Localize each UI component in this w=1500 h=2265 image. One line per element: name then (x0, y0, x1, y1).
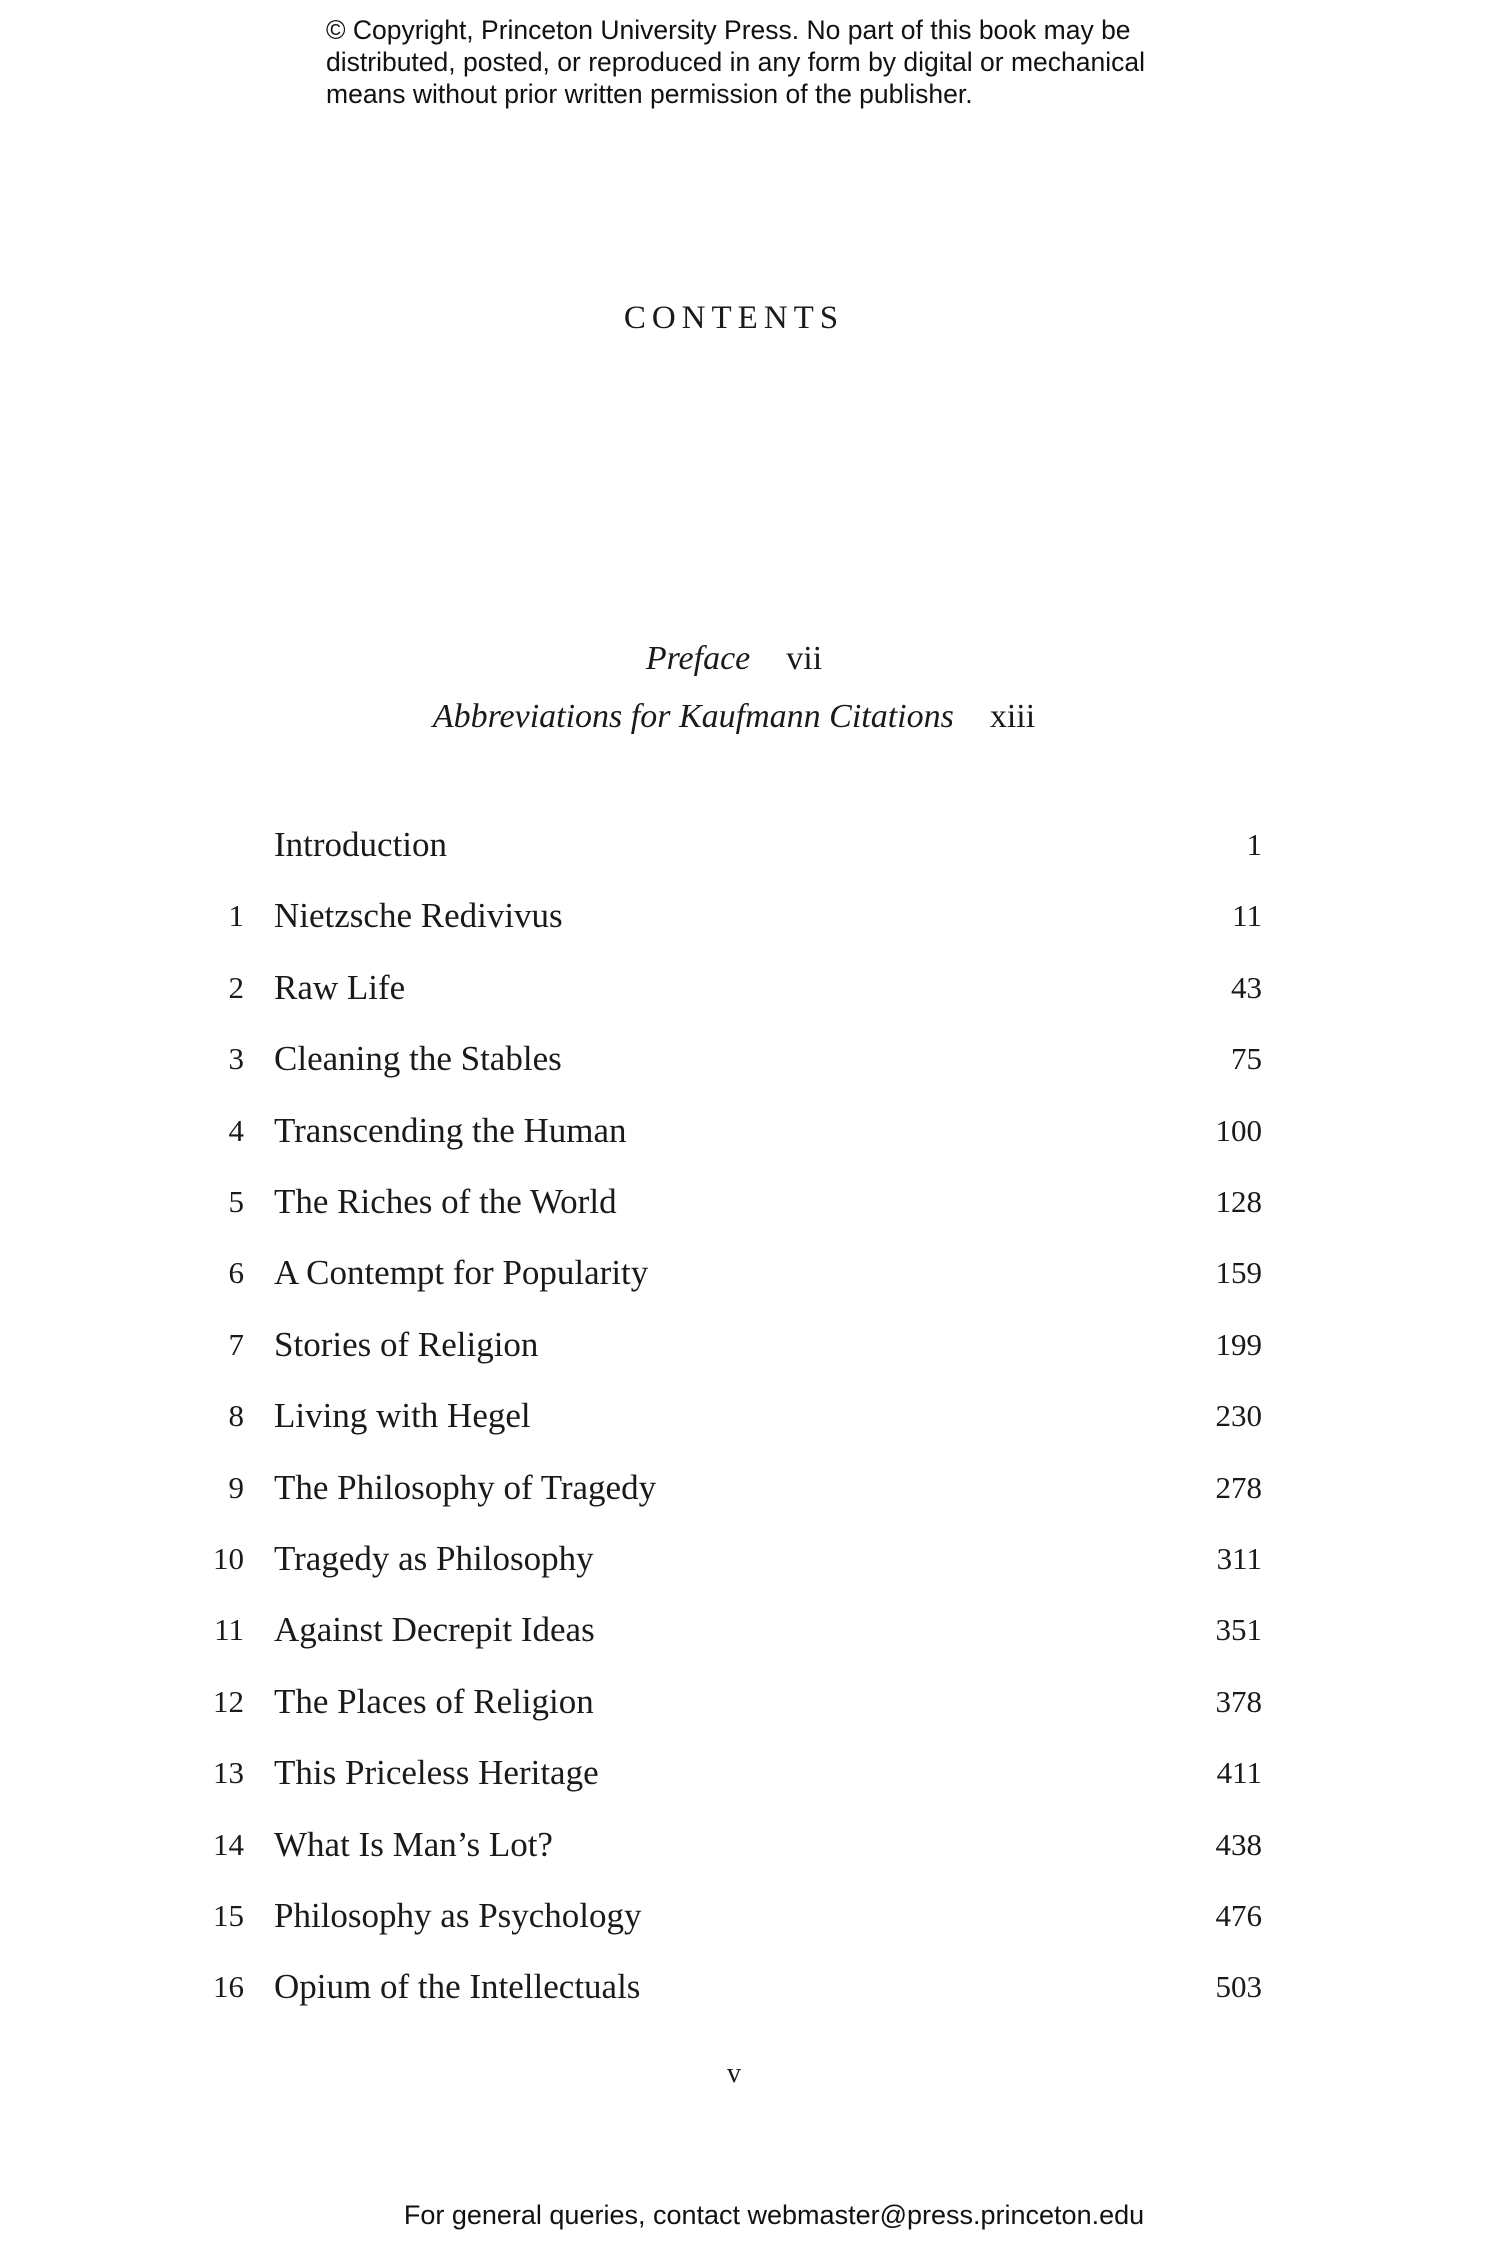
chapter-number: 15 (213, 1898, 244, 1933)
chapter-number: 5 (228, 1184, 244, 1219)
toc-entry (0, 886, 1500, 946)
chapter-page: 503 (1215, 1969, 1262, 2005)
chapter-title: The Philosophy of Tragedy (274, 1467, 657, 1507)
chapter-number: 3 (228, 1041, 244, 1077)
chapter-page: 128 (1215, 1184, 1262, 1219)
toc-entry (0, 1315, 1500, 1375)
front-matter-page: xiii (989, 698, 1036, 735)
toc-entry (0, 1386, 1500, 1446)
chapter-title: Living with Hegel (274, 1396, 531, 1436)
chapter-title: The Riches of the World (274, 1182, 617, 1221)
chapter-number: 2 (228, 969, 244, 1005)
chapter-number: 1 (228, 898, 244, 934)
toc-entry (0, 1458, 1500, 1518)
chapter-page: 159 (1215, 1255, 1262, 1291)
chapter-page: 11 (1232, 898, 1262, 934)
toc-entry (0, 1029, 1500, 1089)
chapter-page: 1 (1246, 827, 1262, 862)
toc-entry (0, 815, 1500, 875)
toc-entry (0, 1886, 1500, 1946)
chapter-title: Opium of the Intellectuals (274, 1967, 641, 2007)
chapter-title: Raw Life (274, 967, 406, 1007)
chapter-title: Stories of Religion (274, 1324, 539, 1364)
chapter-number: 8 (228, 1398, 244, 1434)
chapter-page: 411 (1216, 1755, 1262, 1791)
chapter-page: 278 (1215, 1469, 1262, 1505)
chapter-page: 476 (1215, 1898, 1262, 1933)
chapter-page: 438 (1215, 1826, 1262, 1862)
copyright-line: distributed, posted, or reproduced in any form by digital or mechanical (326, 47, 1145, 77)
chapter-number: 14 (213, 1826, 244, 1862)
copyright-line: means without prior written permission of the publisher. (326, 79, 973, 109)
front-matter-entry-preface (0, 640, 1468, 678)
toc-entry (0, 1957, 1500, 2017)
chapter-title: This Priceless Heritage (274, 1753, 599, 1793)
chapter-number: 12 (213, 1683, 244, 1719)
toc-entry (0, 1743, 1500, 1803)
toc-entry (0, 958, 1500, 1018)
chapter-number: 11 (214, 1612, 244, 1648)
copyright-notice (326, 14, 1226, 110)
chapter-page: 75 (1231, 1041, 1262, 1077)
chapter-number: 6 (228, 1255, 244, 1291)
copyright-line: © Copyright, Princeton University Press. No part of this book may be (326, 15, 1131, 45)
chapter-page: 230 (1215, 1398, 1262, 1434)
chapter-title: Cleaning the Stables (274, 1039, 562, 1079)
chapter-number: 4 (228, 1112, 244, 1148)
chapter-title: A Contempt for Popularity (274, 1253, 649, 1293)
toc-entry (0, 1101, 1500, 1161)
chapter-number: 7 (228, 1326, 244, 1362)
chapter-page: 311 (1216, 1541, 1262, 1576)
chapter-title: Tragedy as Philosophy (274, 1539, 594, 1578)
chapter-title: Against Decrepit Ideas (274, 1610, 595, 1650)
toc-entry (0, 1672, 1500, 1732)
chapter-page: 351 (1215, 1612, 1262, 1648)
toc-entry (0, 1815, 1500, 1875)
chapter-title: Transcending the Human (274, 1110, 627, 1150)
page-number: v (727, 2058, 741, 2089)
chapter-number: 13 (213, 1755, 244, 1791)
front-matter-entry-abbreviations (0, 698, 1468, 736)
toc-entry (0, 1529, 1500, 1589)
chapter-title: Introduction (274, 825, 448, 864)
front-matter-title: Preface (645, 640, 751, 677)
chapter-number: 10 (213, 1541, 244, 1576)
chapter-page: 43 (1231, 969, 1262, 1005)
chapter-number: 16 (213, 1969, 244, 2005)
toc-entry (0, 1243, 1500, 1303)
chapter-title: Nietzsche Redivivus (274, 896, 563, 936)
chapter-page: 199 (1215, 1326, 1262, 1362)
front-matter-page: vii (786, 640, 823, 677)
chapter-title: What Is Man’s Lot? (274, 1824, 553, 1864)
footer-contact: For general queries, contact webmaster@press.princeton.edu (403, 2200, 1145, 2230)
chapter-number: 9 (228, 1469, 244, 1505)
toc-entry (0, 1600, 1500, 1660)
chapter-title: Philosophy as Psychology (274, 1896, 642, 1935)
toc-entry (0, 1172, 1500, 1232)
chapter-title: The Places of Religion (274, 1681, 594, 1721)
chapter-page: 378 (1215, 1683, 1262, 1719)
contents-heading: CONTENTS (623, 300, 845, 336)
front-matter-title: Abbreviations for Kaufmann Citations (432, 698, 954, 735)
chapter-page: 100 (1215, 1112, 1262, 1148)
